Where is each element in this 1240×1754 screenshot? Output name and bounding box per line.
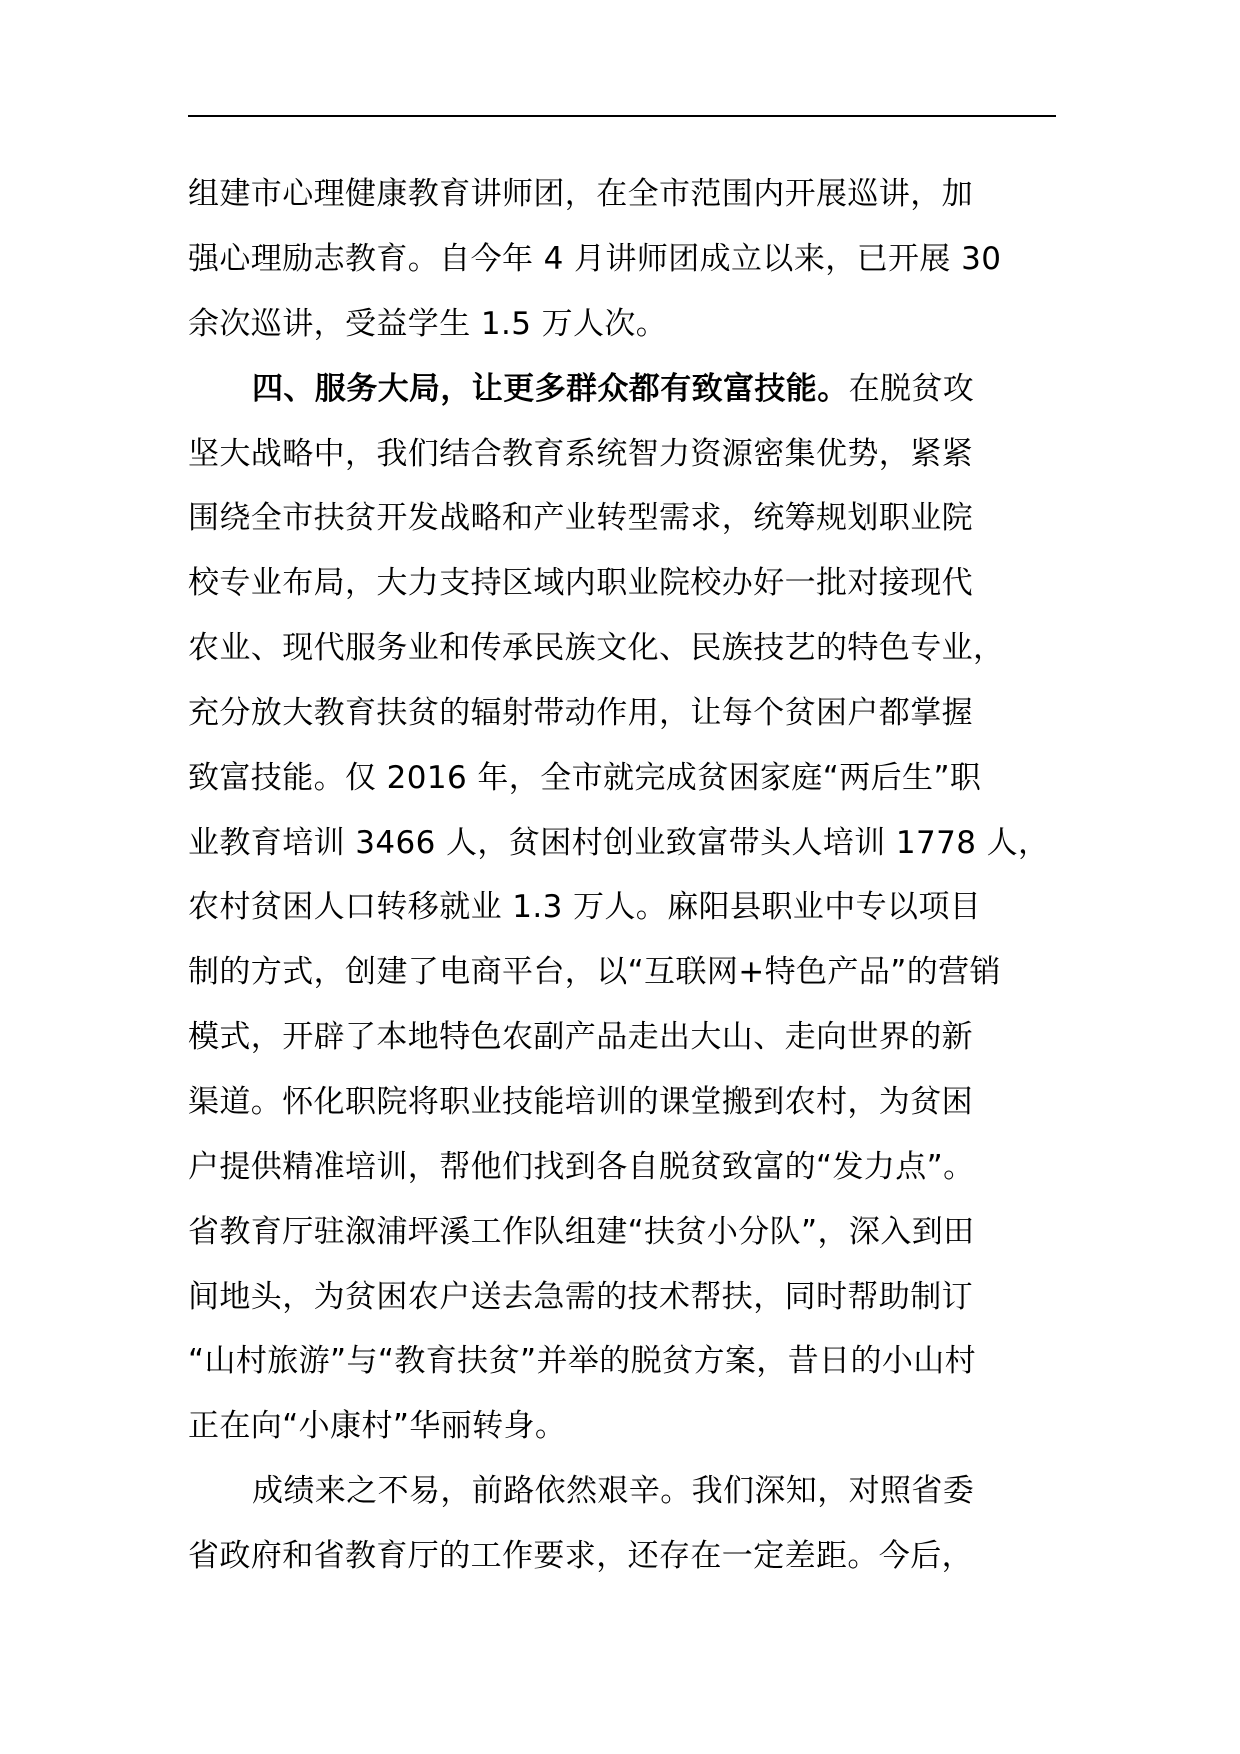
body-text-line: “山村旅游”与“教育扶贫”并举的脱贫方案，昔日的小山村 xyxy=(188,1343,977,1379)
body-text-line: 农村贫困人口转移就业 1.3 万人。麻阳县职业中专以项目 xyxy=(188,889,982,925)
body-text-line: 渠道。怀化职院将职业技能培训的课堂搬到农村，为贫困 xyxy=(188,1084,973,1120)
body-text-line: 充分放大教育扶贫的辐射带动作用，让每个贫困户都掌握 xyxy=(188,695,973,731)
body-text-line: 坚大战略中，我们结合教育系统智力资源密集优势，紧紧 xyxy=(188,436,973,472)
body-text-line: 组建市心理健康教育讲师团，在全市范围内开展巡讲，加 xyxy=(188,176,973,212)
body-text-line: 致富技能。仅 2016 年，全市就完成贫困家庭“两后生”职 xyxy=(188,760,982,796)
body-text-line: 余次巡讲，受益学生 1.5 万人次。 xyxy=(188,306,668,342)
body-text-line: 制的方式，创建了电商平台，以“互联网+特色产品”的营销 xyxy=(188,954,1001,990)
body-text-line: 正在向“小康村”华丽转身。 xyxy=(188,1408,567,1444)
body-text-line: 间地头，为贫困农户送去急需的技术帮扶，同时帮助制订 xyxy=(188,1279,973,1315)
body-text-line: 成绩来之不易，前路依然艰辛。我们深知，对照省委 xyxy=(252,1473,975,1509)
body-text-line: 农业、现代服务业和传承民族文化、民族技艺的特色专业， xyxy=(188,630,1005,666)
body-text: 在脱贫攻 xyxy=(848,371,975,407)
body-text-line: 强心理励志教育。自今年 4 月讲师团成立以来，已开展 30 xyxy=(188,241,1002,277)
body-text-line: 省教育厅驻溆浦坪溪工作队组建“扶贫小分队”，深入到田 xyxy=(188,1214,975,1250)
header-rule xyxy=(188,115,1056,117)
body-text-line: 业教育培训 3466 人，贫困村创业致富带头人培训 1778 人， xyxy=(188,825,1050,861)
body-text-line: 围绕全市扶贫开发战略和产业转型需求，统筹规划职业院 xyxy=(188,500,973,536)
body-text-line: 省政府和省教育厅的工作要求，还存在一定差距。今后， xyxy=(188,1538,973,1574)
body-text-line: 户提供精准培训，帮他们找到各自脱贫致富的“发力点”。 xyxy=(188,1149,975,1185)
section-first-line xyxy=(252,369,974,409)
body-text-line: 校专业布局，大力支持区域内职业院校办好一批对接现代 xyxy=(188,565,973,601)
section-heading: 四、服务大局，让更多群众都有致富技能。 xyxy=(252,371,849,407)
body-text-line: 模式，开辟了本地特色农副产品走出大山、走向世界的新 xyxy=(188,1019,973,1055)
